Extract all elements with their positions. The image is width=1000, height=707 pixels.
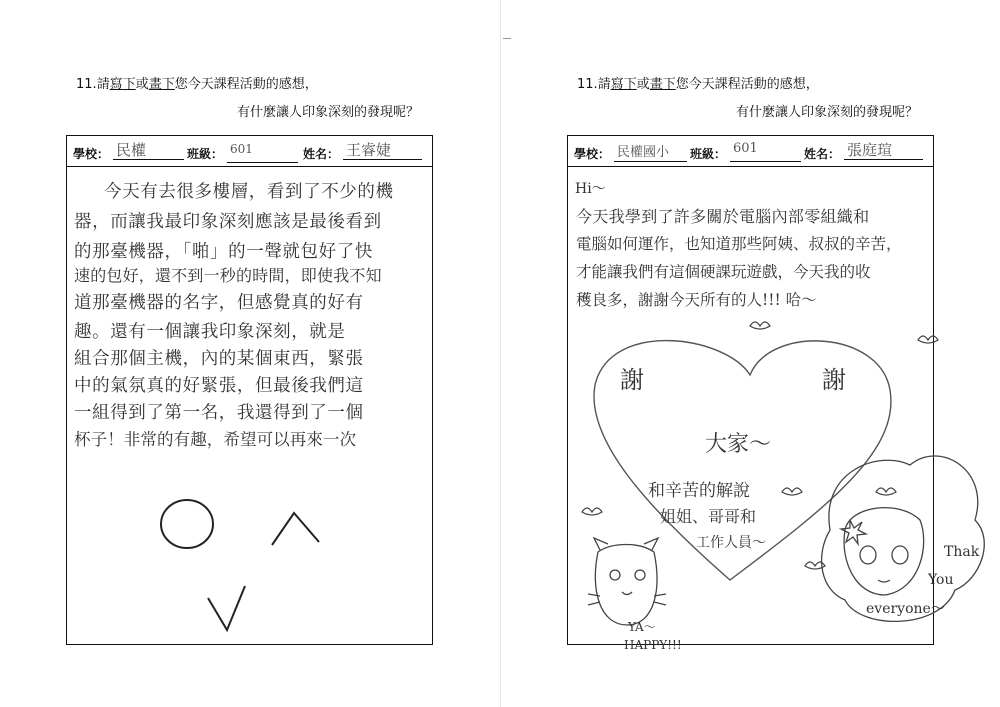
school-label: 學校： — [73, 147, 110, 161]
girl-text-everyone: everyone～ — [866, 601, 945, 617]
girl-text-thank: Thak — [944, 544, 980, 560]
answer-line: 一組得到了第一名，我還得到了一個 — [74, 403, 364, 423]
question-line1: 11.請寫下或畫下您今天課程活動的感想， — [76, 77, 318, 92]
class-label: 班級： — [187, 147, 224, 161]
school-value: 民權國小 — [614, 141, 687, 162]
answer-line: 的那臺機器，「啪」的一聲就包好了快 — [74, 242, 373, 262]
heart-line3: 工作人員～ — [696, 535, 766, 551]
girl-face-icon — [822, 456, 985, 621]
name-label: 姓名： — [804, 147, 841, 161]
answer-line: 今天我學到了許多關於電腦內部零組織和 — [576, 207, 870, 226]
name-value: 張庭瑄 — [844, 139, 923, 160]
answer-line: 器，而讓我最印象深刻應該是最後看到 — [74, 212, 382, 232]
heart-everyone: 大家～ — [705, 432, 772, 457]
name-label: 姓名： — [303, 147, 340, 161]
greeting: Hi～ — [575, 181, 606, 197]
answer-line: 速的包好，還不到一秒的時間，即使我不知 — [74, 266, 382, 285]
girl-text-you: You — [928, 572, 954, 588]
tiger-caption-2: HAPPY!!! — [624, 638, 682, 652]
answer-line: 杯子！非常的有趣，希望可以再來一次 — [74, 430, 357, 449]
tiger-face-icon — [588, 538, 666, 625]
heart-line1: 和辛苦的解說 — [648, 481, 750, 501]
answer-line: 才能讓我們有這個硬課玩遊戲，今天我的收 — [576, 263, 871, 281]
class-value: 601 — [227, 142, 298, 163]
class-label: 班級： — [690, 147, 727, 161]
worksheet-right — [500, 0, 1000, 707]
answer-line: 道那臺機器的名字，但感覺真的好有 — [74, 293, 364, 313]
heart-thanks-left: 謝 — [620, 366, 644, 394]
name-value: 王睿婕 — [343, 139, 422, 160]
heart-line2: 姐姐、哥哥和 — [660, 507, 757, 526]
answer-line: 穫良多，謝謝今天所有的人!!! 哈～ — [576, 291, 817, 309]
answer-line: 電腦如何運作，也知道那些阿姨、叔叔的辛苦， — [576, 235, 902, 253]
answer-line: 中的氣氛真的好緊張，但最後我們這 — [74, 376, 364, 396]
class-value: 601 — [730, 141, 801, 162]
question-line2: 有什麼讓人印象深刻的發現呢？ — [237, 105, 420, 120]
answer-line: 趣。還有一個讓我印象深刻，就是 — [74, 322, 346, 342]
school-value: 民權 — [113, 139, 184, 160]
school-label: 學校： — [574, 147, 611, 161]
answer-line: 今天有去很多樓層，看到了不少的機 — [104, 182, 394, 202]
answer-line: 組合那個主機，內的某個東西，緊張 — [74, 349, 364, 369]
tiger-caption: YA～ — [628, 620, 656, 634]
question-line1: 11.請寫下或畫下您今天課程活動的感想， — [577, 77, 819, 92]
question-line2: 有什麼讓人印象深刻的發現呢？ — [736, 105, 919, 120]
heart-thanks-right: 謝 — [822, 366, 846, 394]
